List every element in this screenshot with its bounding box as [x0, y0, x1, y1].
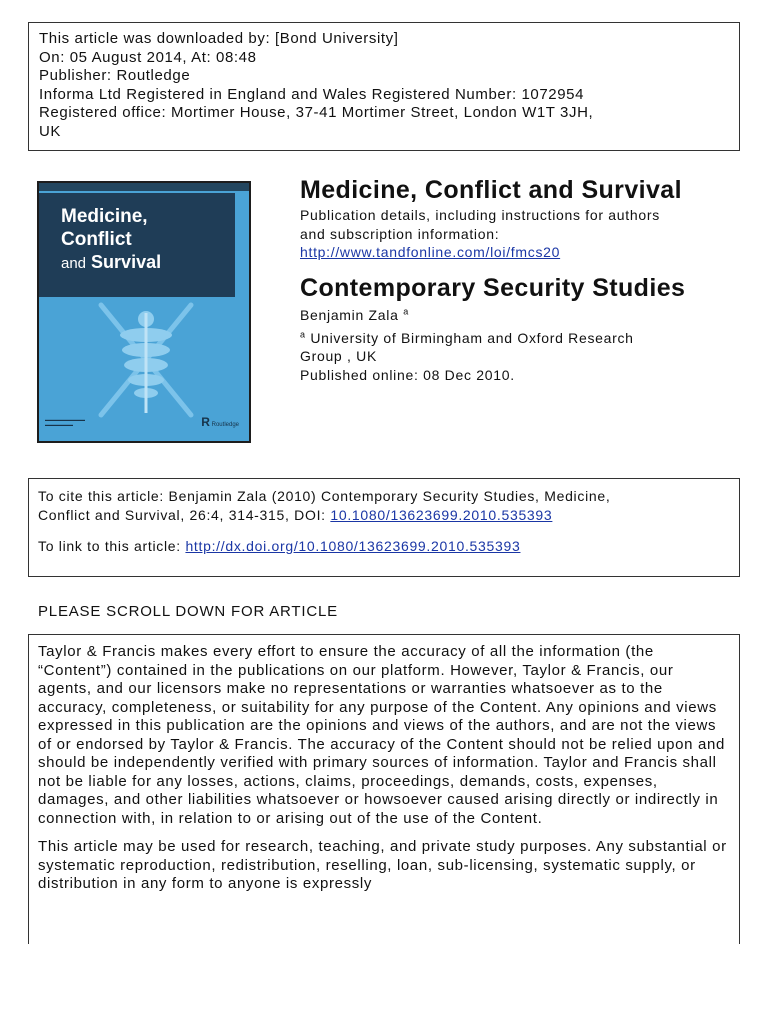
- cover-title-line-2: Conflict: [61, 229, 132, 250]
- routledge-logo-text: Routledge: [211, 422, 239, 428]
- subscription-info: and subscription information:: [300, 225, 500, 242]
- journal-cover-image: [37, 181, 251, 443]
- affiliation-line-2: Group , UK: [300, 348, 378, 364]
- cover-title-and: and: [61, 255, 87, 272]
- doi-link[interactable]: 10.1080/13623699.2010.535393: [330, 507, 553, 523]
- download-info-box: [28, 22, 740, 151]
- journal-url-link[interactable]: http://www.tandfonline.com/loi/fmcs20: [300, 244, 561, 260]
- cover-title-line-1: Medicine,: [61, 206, 148, 227]
- article-title: Contemporary Security Studies: [300, 274, 686, 302]
- author-line: [300, 306, 740, 325]
- author-name: Benjamin Zala: [300, 307, 399, 323]
- disclaimer-paragraph-2: This article may be used for research, teaching, and private study purposes. Any substantial or systematic reproduction, redistribution, reselling, loan, sub-licensing, systematic supply, or distribution in any form to anyone is expressly: [38, 838, 727, 892]
- journal-title: Medicine, Conflict and Survival: [300, 176, 682, 204]
- registered-office-line: Registered office: Mortimer House, 37-41 Mortimer Street, London W1T 3JH,: [39, 104, 594, 121]
- disclaimer-paragraph-1: Taylor & Francis makes every effort to ensure the accuracy of all the information (the “Content”) contained in the publications on our platform. However, Taylor & Francis, our agents, and our licensors make no representations or warranties whatsoever as to the accuracy, completeness, or suitability for any purpose of the Content. Any opinions and views expressed in this publication are the opinions and views of the authors, and are not the views of or endorsed by Taylor & Francis. The accuracy of the Content should not be relied upon and should be independently verified with primary sources of information. Taylor and Francis shall not be liable for any losses, actions, claims, proceedings, demands, costs, expenses, damages, and other liabilities whatsoever or howsoever caused arising directly or indirectly in connection with, in relation to or arising out of the use of the Content.: [38, 643, 725, 827]
- publication-details: Publication details, including instructions for authors: [300, 207, 660, 223]
- author-block: [300, 306, 740, 384]
- article-link-line: [38, 537, 730, 556]
- cover-top-bar: [39, 183, 249, 191]
- citation-box: [28, 478, 740, 577]
- cover-footer-text: ▬▬▬▬▬▬▬▬▬▬ ▬▬▬▬▬▬▬: [45, 417, 85, 427]
- article-link-label: To link to this article:: [38, 538, 186, 554]
- published-date: Published online: 08 Dec 2010.: [300, 366, 515, 383]
- caduceus-emblem-icon: [81, 295, 211, 425]
- disclaimer-box: [28, 634, 740, 944]
- download-date-line: On: 05 August 2014, At: 08:48: [39, 48, 257, 66]
- cite-line-1: To cite this article: Benjamin Zala (2010) Contemporary Security Studies, Medicine,: [38, 488, 611, 504]
- article-doi-url-link[interactable]: http://dx.doi.org/10.1080/13623699.2010.535393: [185, 538, 521, 554]
- registration-line: Informa Ltd Registered in England and Wales Registered Number: 1072954: [39, 85, 585, 103]
- routledge-logo: R Routledge: [201, 415, 239, 429]
- affiliation-line: [300, 329, 740, 348]
- journal-info: [300, 174, 740, 262]
- cover-title-line-3: [61, 251, 161, 275]
- download-line: This article was downloaded by: [Bond University]: [39, 30, 399, 47]
- cover-title-survival: Survival: [91, 252, 162, 272]
- cover-title: [61, 205, 161, 275]
- scroll-down-notice: PLEASE SCROLL DOWN FOR ARTICLE: [38, 603, 338, 620]
- affiliation-text: University of Birmingham and Oxford Research: [310, 329, 634, 346]
- cite-line-2-text: Conflict and Survival, 26:4, 314-315, DOI:: [38, 507, 331, 523]
- author-affiliation-marker: a: [403, 306, 409, 317]
- publisher-line: Publisher: Routledge: [39, 67, 191, 84]
- affiliation-marker: a: [300, 328, 306, 339]
- registered-office-country: UK: [39, 122, 62, 140]
- cite-line-2: [38, 506, 730, 525]
